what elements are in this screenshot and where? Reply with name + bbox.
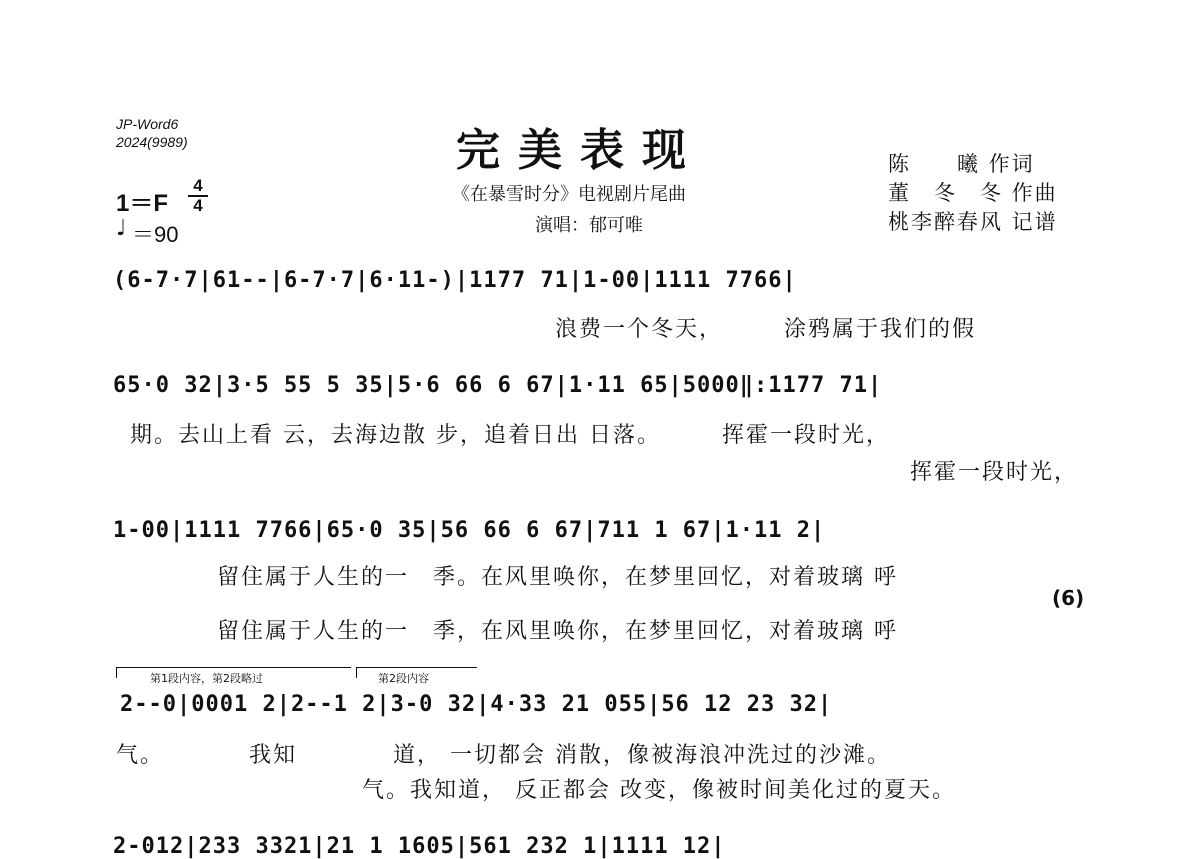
time-signature xyxy=(188,178,208,214)
alternate-note-annotation: (6) xyxy=(1052,586,1085,610)
system-1-notes: (6-7·7|61--|6-7·7|6·11-)|1177 71|1-00|1111 7766| xyxy=(113,268,797,293)
quarter-note-icon: ♩ xyxy=(116,216,127,241)
system-3-lyrics-verse-2: 留住属于人生的一 季，在风里唤你，在梦里回忆，对着玻璃 呼 xyxy=(217,619,898,644)
edition-label: 2024(9989) xyxy=(116,134,188,150)
system-4-lyrics-verse-2: 气。我知道， 反正都会 改变，像被时间美化过的夏天。 xyxy=(362,778,956,803)
tempo-marking: ＝90 xyxy=(132,222,179,247)
system-2-lyrics-verse-1: 期。去山上看 云，去海边散 步，追着日出 日落。 挥霍一段时光， xyxy=(130,423,890,448)
lyricist-credit: 陈 曦 作词 xyxy=(888,152,1035,176)
performer-credit: 演唱：郁可唯 xyxy=(535,215,643,236)
system-5-notes: 2-012|233 3321|21 1 1605|561 232 1|1111 12| xyxy=(113,834,726,859)
composer-credit: 董 冬 冬 作曲 xyxy=(888,181,1058,205)
system-3-lyrics-verse-1: 留住属于人生的一 季。在风里唤你，在梦里回忆，对着玻璃 呼 xyxy=(217,565,898,590)
time-signature-top: 4 xyxy=(193,176,203,195)
key-signature: 1＝F xyxy=(116,190,169,217)
ending-bracket-1-label: 第1段内容，第2段略过 xyxy=(150,672,263,685)
system-4-notes: 2--0|0001 2|2--1 2|3-0 32|4·33 21 055|56 12 23 32| xyxy=(120,692,833,717)
time-signature-bottom: 4 xyxy=(193,196,203,215)
transcriber-credit: 桃李醉春风 记谱 xyxy=(888,210,1058,234)
song-title: 完美表现 xyxy=(456,125,704,176)
system-2-lyrics-verse-2: 挥霍一段时光， xyxy=(910,460,1079,485)
ending-bracket-2-label: 第2段内容 xyxy=(378,672,429,685)
system-2-notes: 65·0 32|3·5 55 5 35|5·6 66 6 67|1·11 65|5000‖:1177 71| xyxy=(113,373,883,398)
song-subtitle: 《在暴雪时分》电视剧片尾曲 xyxy=(452,184,686,205)
system-4-lyrics-verse-1: 气。 我知 道， 一切都会 消散，像被海浪冲洗过的沙滩。 xyxy=(116,743,891,768)
system-3-notes: 1-00|1111 7766|65·0 35|56 66 6 67|711 1 67|1·11 2| xyxy=(113,518,826,543)
software-label: JP-Word6 xyxy=(116,116,179,132)
system-1-lyrics: 浪费一个冬天， 涂鸦属于我们的假 xyxy=(555,317,977,342)
